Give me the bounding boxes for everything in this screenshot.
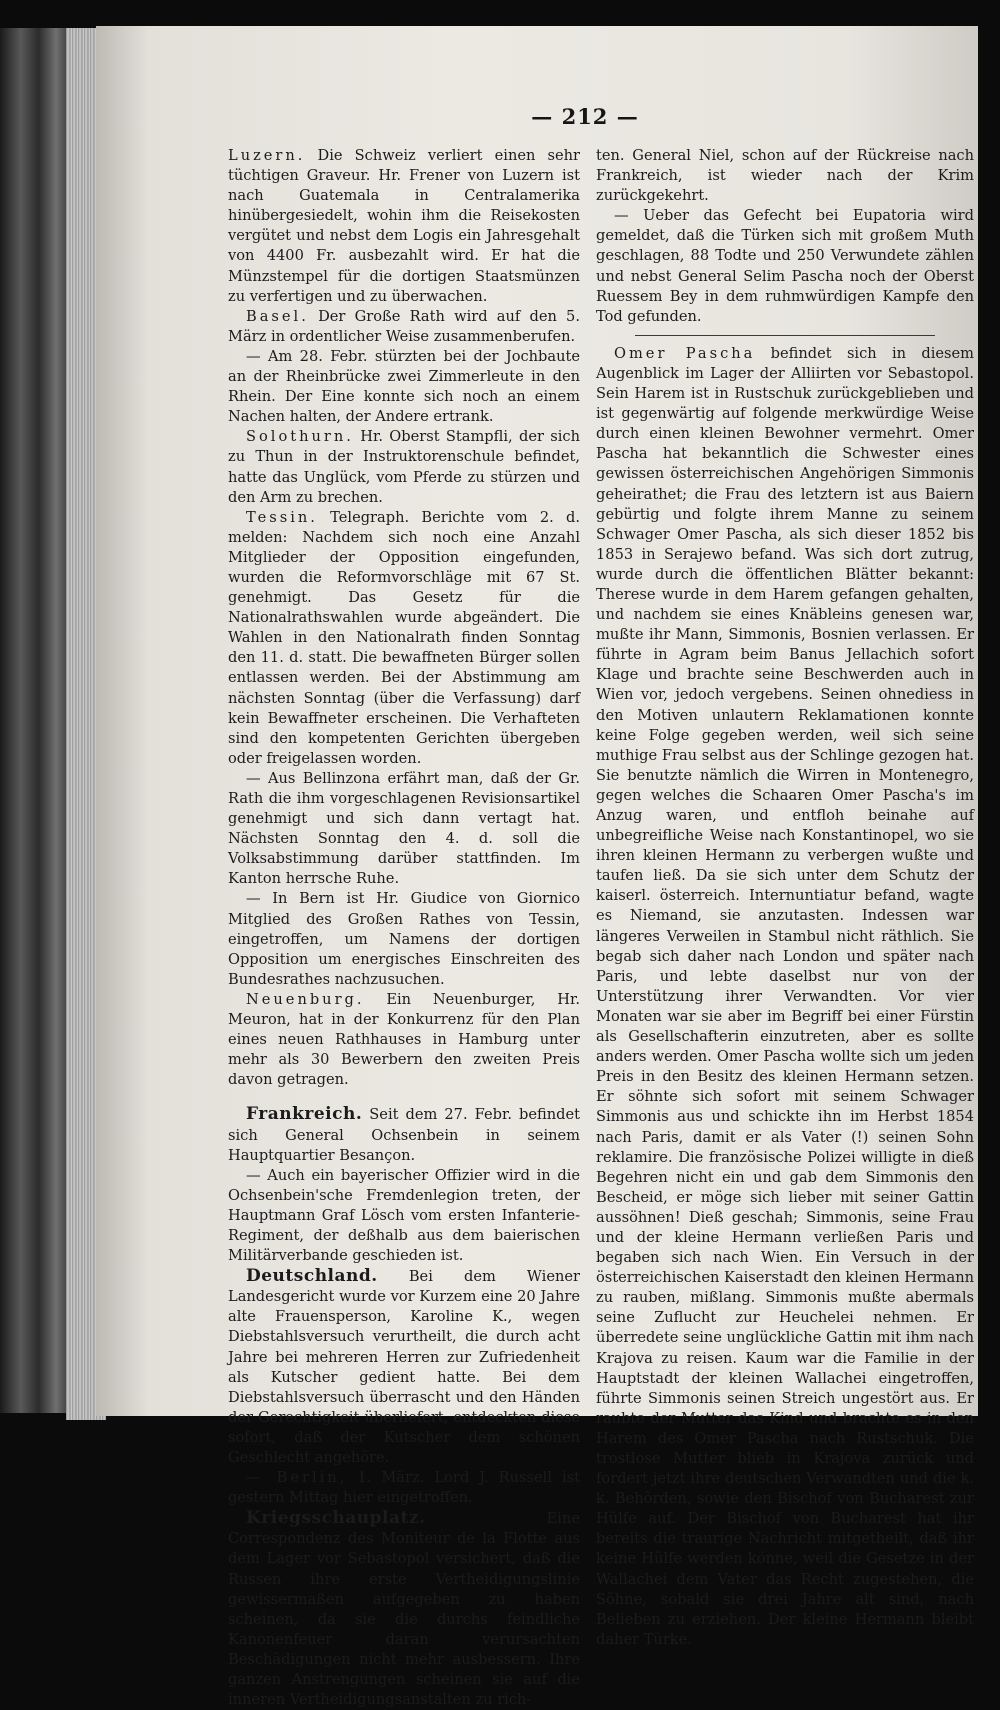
article-solothurn: Solothurn. Hr. Oberst Stampfli, der sich zu Thun in der Instruktorenschule befindet, hatte das Unglück, vom Pferde zu stürzen und den Arm zu brechen. [228,428,580,506]
article-frankreich: Frankreich. Seit dem 27. Febr. befindet sich General Ochsenbein in seinem Hauptquartier Besançon. [228,1104,580,1164]
right-column [596,146,974,1650]
article-berlin: — Berlin, 1. März. Lord J. Russell ist gestern Mittag hier eingetroffen. [228,1469,580,1507]
article-deutschland: Deutschland. Bei dem Wiener Landesgericht wurde vor Kurzem eine 20 Jahre alte Frauensperson, Karoline K., wegen Diebstahlsversuch verurtheilt, die durch acht Jahre bei mehreren Herren zur Zufriedenheit als Kutscher gedient hatte. Bei dem Diebstahlsversuch überrascht und den Händen der Gerechtigkeit überliefert, entdeckten diese sofort, daß der Kutscher dem schönen Geschlecht angehöre. [228,1266,580,1466]
article-basel: Basel. Der Große Rath wird auf den 5. März in ordentlicher Weise zusammenberufen. [228,307,580,345]
article-bern: — In Bern ist Hr. Giudice von Giornico Mitglied des Großen Rathes von Tessin, eingetroffen, um Namens der dortigen Opposition um energisches Einschreiten des Bundesrathes nachzusuchen. [228,890,580,988]
article-bellinzona: — Aus Bellinzona erfährt man, daß der Gr. Rath die ihm vorgeschlagenen Revisionsartikel genehmigt und sich dann vertagt hat. Nächsten Sonntag den 4. d. soll die Volksabstimmung darüber stattfinden. Im Kanton herrsche Ruhe. [228,769,580,888]
article-general-niel: ten. General Niel, schon auf der Rückreise nach Frankreich, ist wieder nach der Krim zurückgekehrt. [596,147,974,205]
page-number: — 212 — [531,104,639,129]
section-divider [635,335,935,336]
article-frankreich-offizier: — Auch ein bayerischer Offizier wird in die Ochsenbein'sche Fremdenlegion treten, der Hauptmann Graf Lösch vom ersten Infanterie-Regiment, der deßhalb aus dem baierischen Militärverbande geschieden ist. [228,1166,580,1265]
article-eupatoria: — Ueber das Gefecht bei Eupatoria wird gemeldet, daß die Türken sich mit großem Muth geschlagen, 88 Todte und 250 Verwundete zählen und nebst General Selim Pascha noch der Oberst Ruessem Bey in dem ruhmwürdigen Kampfe den Tod gefunden. [596,207,974,325]
left-column [228,146,580,1710]
article-luzern: Luzern. Die Schweiz verliert einen sehr tüchtigen Graveur. Hr. Frener von Luzern ist nach Guatemala in Centralamerika hinübergesiedelt, wohin ihm die Reisekosten vergütet und nebst dem Logis ein Jahresgehalt von 4400 Fr. ausbezahlt wird. Er hat die Münzstempel für die dortigen Staatsmünzen zu verfertigen und zu überwachen. [228,147,580,305]
article-tessin: Tessin. Telegraph. Berichte vom 2. d. melden: Nachdem sich noch eine Anzahl Mitglieder der Opposition eingefunden, wurden die Reformvorschläge mit 67 St. genehmigt. Das Gesetz für die Nationalrathswahlen wurde abgeändert. Die Wahlen in den Nationalrath finden Sonntag den 11. d. statt. Die bewaffneten Bürger sollen entlassen werden. Bei der Abstimmung am nächsten Sonntag (über die Verfassung) darf kein Bewaffneter erscheinen. Die Verhafteten sind den kompetenten Gerichten übergeben oder freigelassen worden. [228,508,580,767]
article-neuenburg: Neuenburg. Ein Neuenburger, Hr. Meuron, hat in der Konkurrenz für den Plan eines neuen Rathhauses in Hamburg unter mehr als 30 Bewerbern den zweiten Preis davon getragen. [228,990,580,1089]
article-kriegsschauplatz: Kriegsschauplatz. Eine Correspondenz des Moniteur de la Flotte aus dem Lager vor Sebastopol versichert, daß die Russen ihre erste Vertheidigungslinie gewissermaßen aufgegeben zu haben scheinen, da sie die durchs feindliche Kanonenfeuer daran verursachten Beschädigungen nicht mehr ausbessern. Ihre ganzen Anstrengungen scheinen sie auf die inneren Vertheidigungsanstalten zu rich- [228,1508,580,1709]
article-basel-rhein: — Am 28. Febr. stürzten bei der Jochbaute an der Rheinbrücke zwei Zimmerleute in den Rhein. Der Eine konnte sich noch an einem Nachen halten, der Andere ertrank. [228,347,580,426]
article-omer-pascha: Omer Pascha befindet sich in diesem Augenblick im Lager der Alliirten vor Sebastopol. Sein Harem ist in Rustschuk zurückgeblieben und ist gegenwärtig auf folgende merkwürdige Weise durch einen kleinen Bewohner vermehrt. Omer Pascha hat bekanntlich die Schwester eines gewissen österreichischen Angehörigen Simmonis geheirathet; die Frau des letztern ist aus Baiern gebürtig und folgte ihrem Manne zu seinem Schwager Omer Pascha, als sich dieser 1852 bis 1853 in Serajewo befand. Was sich dort zutrug, wurde durch die öffentlichen Blätter bekannt: Therese wurde in dem Harem gefangen gehalten, und nachdem sie eines Knäbleins genesen war, mußte ihr Mann, Simmonis, Bosnien verlassen. Er führte in Agram beim Banus Jellachich sofort Klage und brachte seine Beschwerden auch in Wien vor, jedoch vergebens. Seinen ohnediess in den Motiven unlautern Reklamationen konnte keine Folge gegeben werden, weil sich seine muthige Frau selbst aus der Schlinge gezogen hat. Sie benutzte nämlich die Wirren in Montenegro, gegen welches die Schaaren Omer Pascha's im Anzug waren, und entfloh beinahe auf unbegreifliche Weise nach Konstantinopel, wo sie ihren kleinen Hermann zu verbergen wußte und taufen ließ. Da sie sich unter dem Schutz der kaiserl. österreich. Internuntiatur befand, wagte es Niemand, sie anzutasten. Indessen war längeres Verweilen in Stambul nicht räthlich. Sie begab sich daher nach London und später nach Paris, und lebte daselbst nur von der Unterstützung ihrer Verwandten. Vor vier Monaten war sie aber im Begriff bei einer Fürstin als Gesellschafterin einzutreten, aber es sollte anders werden. Omer Pascha wollte sich um jeden Preis in den Besitz des kleinen Hermann setzen. Er söhnte sich sofort mit seinem Schwager Simmonis aus und schickte ihn im Herbst 1854 nach Paris, damit er als Vater (!) seinen Sohn reklamire. Die französische Polizei willigte in dieß Begehren nicht ein und gab dem Simmonis den Bescheid, er möge sich lieber mit seiner Gattin aussöhnen! Dieß geschah; Simmonis, seine Frau und der kleine Hermann verließen Paris und begaben sich nach Wien. Ein Versuch in der österreichischen Kaiserstadt den kleinen Hermann zu rauben, mißlang. Simmonis mußte abermals seine Zuflucht zur Heuchelei nehmen. Er überredete seine unglückliche Gattin mit ihm nach Krajova zu reisen. Kaum war die Familie in der Hauptstadt der kleinen Wallachei eingetroffen, führte Simmonis seinen Streich ungestört aus. Er raubte der Mutter das Kind und brachte es in den Harem des Omer Pascha nach Rustschuk. Die trostlose Mutter blieb in Krajova zurück und fordert jetzt ihre deutschen Verwandten und die k. k. Behörden, sowie den Bischof von Bucharest zur Hülfe auf. Der Bischof von Bucharest hat ihr bereits die traurige Nachricht mitgetheilt, daß ihr keine Hülfe werden könne, weil die Gesetze in der Wallachei dem Vater das Recht zugestehen, die Söhne, sobald sie drei Jahre alt sind, nach Belieben zu erziehen. Der kleine Hermann bleibt daher Türke. [596,344,974,1648]
book-binding-edge [0,28,70,1413]
